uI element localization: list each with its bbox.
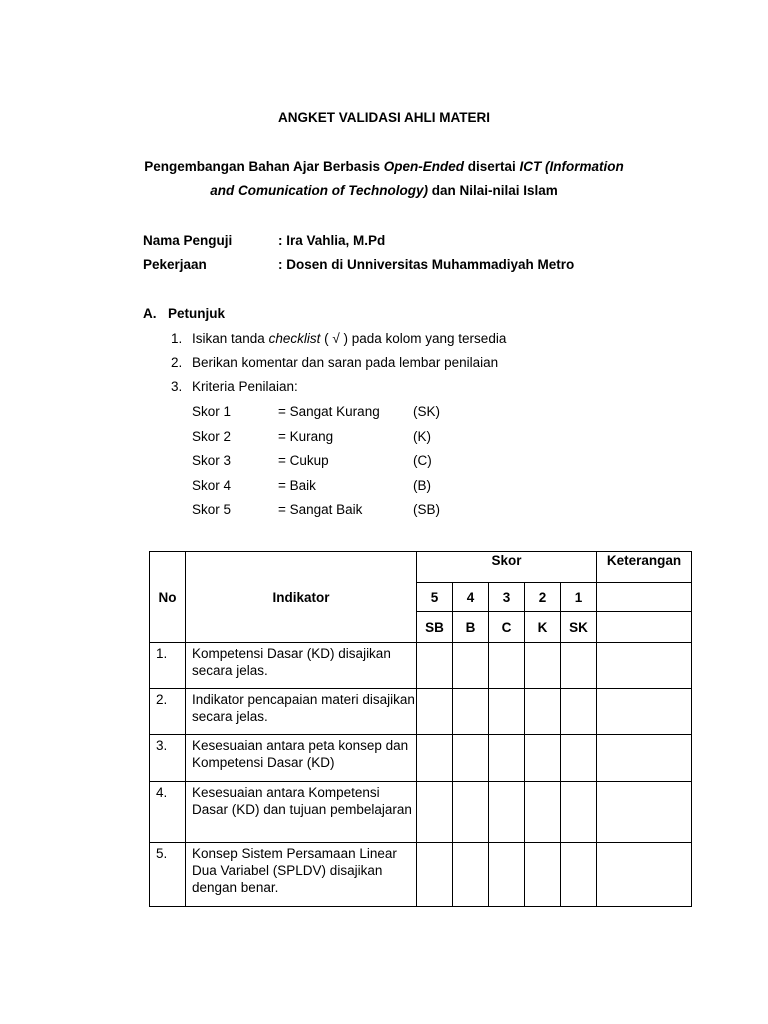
score-meaning: = Cukup bbox=[278, 453, 329, 468]
score-code: (K) bbox=[413, 429, 431, 444]
row-number: 5. bbox=[150, 843, 186, 907]
row-indikator: Indikator pencapaian materi disajikan secara jelas. bbox=[186, 689, 417, 735]
row-indikator: Konsep Sistem Persamaan Linear Dua Variabel (SPLDV) disajikan dengan benar. bbox=[186, 843, 417, 907]
subtitle-text: dan Nilai-nilai Islam bbox=[427, 183, 558, 198]
header-skor: Skor bbox=[417, 552, 597, 583]
score-number-header: 2 bbox=[525, 583, 561, 612]
score-cell-sb[interactable] bbox=[417, 689, 453, 735]
keterangan-cell[interactable] bbox=[597, 583, 692, 612]
score-cell-sk[interactable] bbox=[561, 643, 597, 689]
keterangan-cell[interactable] bbox=[597, 612, 692, 643]
score-cell-sb[interactable] bbox=[417, 782, 453, 843]
subtitle-italic-ict-cont: and Comunication of Technology) bbox=[210, 183, 428, 198]
keterangan-cell[interactable] bbox=[597, 843, 692, 907]
score-cell-k[interactable] bbox=[525, 689, 561, 735]
score-cell-sk[interactable] bbox=[561, 735, 597, 782]
keterangan-cell[interactable] bbox=[597, 643, 692, 689]
score-label: Skor 4 bbox=[192, 478, 232, 493]
header-no: No bbox=[150, 552, 186, 643]
keterangan-cell[interactable] bbox=[597, 689, 692, 735]
instruction-text: ( √ ) pada kolom yang tersedia bbox=[320, 331, 507, 346]
document-subtitle-line1 bbox=[0, 159, 768, 174]
score-code: (C) bbox=[413, 453, 432, 468]
score-cell-k[interactable] bbox=[525, 782, 561, 843]
name-value: : Ira Vahlia, M.Pd bbox=[278, 233, 386, 248]
score-cell-sk[interactable] bbox=[561, 843, 597, 907]
score-meaning: = Baik bbox=[278, 478, 316, 493]
job-label: Pekerjaan bbox=[143, 257, 207, 272]
instruction-text: Isikan tanda bbox=[192, 331, 269, 346]
subtitle-italic-open-ended: Open-Ended bbox=[383, 159, 465, 174]
instruction-item-1 bbox=[192, 331, 506, 346]
subtitle-text: Pengembangan Bahan Ajar Berbasis bbox=[144, 159, 384, 174]
score-cell-b[interactable] bbox=[453, 689, 489, 735]
score-label: Skor 5 bbox=[192, 502, 232, 517]
score-number-header: 5 bbox=[417, 583, 453, 612]
row-number: 2. bbox=[150, 689, 186, 735]
score-meaning: = Sangat Baik bbox=[278, 502, 363, 517]
score-number-header: 3 bbox=[489, 583, 525, 612]
row-number: 4. bbox=[150, 782, 186, 843]
score-meaning: = Kurang bbox=[278, 429, 334, 444]
score-cell-k[interactable] bbox=[525, 735, 561, 782]
section-letter: A. bbox=[143, 306, 157, 321]
score-cell-c[interactable] bbox=[489, 735, 525, 782]
score-cell-b[interactable] bbox=[453, 643, 489, 689]
table-row bbox=[150, 643, 692, 689]
score-number-header: 4 bbox=[453, 583, 489, 612]
instruction-number: 1. bbox=[171, 331, 183, 346]
validation-table bbox=[149, 551, 692, 907]
score-cell-sb[interactable] bbox=[417, 735, 453, 782]
keterangan-cell[interactable] bbox=[597, 782, 692, 843]
score-cell-c[interactable] bbox=[489, 782, 525, 843]
subtitle-text: disertai bbox=[464, 159, 520, 174]
section-heading: Petunjuk bbox=[168, 306, 226, 321]
score-label: Skor 3 bbox=[192, 453, 232, 468]
row-indikator: Kesesuaian antara peta konsep dan Kompetensi Dasar (KD) bbox=[186, 735, 417, 782]
document-subtitle-line2 bbox=[0, 183, 768, 198]
instruction-number: 2. bbox=[171, 355, 183, 370]
score-label: Skor 1 bbox=[192, 404, 232, 419]
score-meaning: = Sangat Kurang bbox=[278, 404, 380, 419]
header-indikator: Indikator bbox=[186, 552, 417, 643]
score-cell-c[interactable] bbox=[489, 843, 525, 907]
instruction-number: 3. bbox=[171, 379, 183, 394]
score-code-header: K bbox=[525, 612, 561, 643]
name-label: Nama Penguji bbox=[143, 233, 233, 248]
instruction-item-3: Kriteria Penilaian: bbox=[192, 379, 298, 394]
score-cell-b[interactable] bbox=[453, 735, 489, 782]
score-code: (SB) bbox=[413, 502, 440, 517]
row-indikator: Kesesuaian antara Kompetensi Dasar (KD) dan tujuan pembelajaran bbox=[186, 782, 417, 843]
table-row bbox=[150, 843, 692, 907]
score-cell-sb[interactable] bbox=[417, 643, 453, 689]
score-cell-c[interactable] bbox=[489, 689, 525, 735]
score-code-header: SB bbox=[417, 612, 453, 643]
score-number-header: 1 bbox=[561, 583, 597, 612]
score-code: (B) bbox=[413, 478, 431, 493]
score-cell-b[interactable] bbox=[453, 843, 489, 907]
instruction-italic: checklist bbox=[268, 331, 321, 346]
score-label: Skor 2 bbox=[192, 429, 232, 444]
job-value: : Dosen di Unniversitas Muhammadiyah Metro bbox=[278, 257, 575, 272]
score-code-header: SK bbox=[561, 612, 597, 643]
subtitle-italic-ict: ICT (Information bbox=[519, 159, 624, 174]
score-cell-sk[interactable] bbox=[561, 689, 597, 735]
row-number: 3. bbox=[150, 735, 186, 782]
row-indikator: Kompetensi Dasar (KD) disajikan secara jelas. bbox=[186, 643, 417, 689]
score-code-header: C bbox=[489, 612, 525, 643]
header-keterangan: Keterangan bbox=[597, 552, 692, 583]
table-row bbox=[150, 689, 692, 735]
row-number: 1. bbox=[150, 643, 186, 689]
score-code: (SK) bbox=[413, 404, 440, 419]
document-title: ANGKET VALIDASI AHLI MATERI bbox=[278, 110, 490, 125]
score-cell-sb[interactable] bbox=[417, 843, 453, 907]
table-row bbox=[150, 782, 692, 843]
instruction-item-2: Berikan komentar dan saran pada lembar penilaian bbox=[192, 355, 499, 370]
table-row bbox=[150, 735, 692, 782]
keterangan-cell[interactable] bbox=[597, 735, 692, 782]
score-cell-k[interactable] bbox=[525, 643, 561, 689]
score-cell-c[interactable] bbox=[489, 643, 525, 689]
score-cell-k[interactable] bbox=[525, 843, 561, 907]
score-code-header: B bbox=[453, 612, 489, 643]
score-cell-b[interactable] bbox=[453, 782, 489, 843]
score-cell-sk[interactable] bbox=[561, 782, 597, 843]
